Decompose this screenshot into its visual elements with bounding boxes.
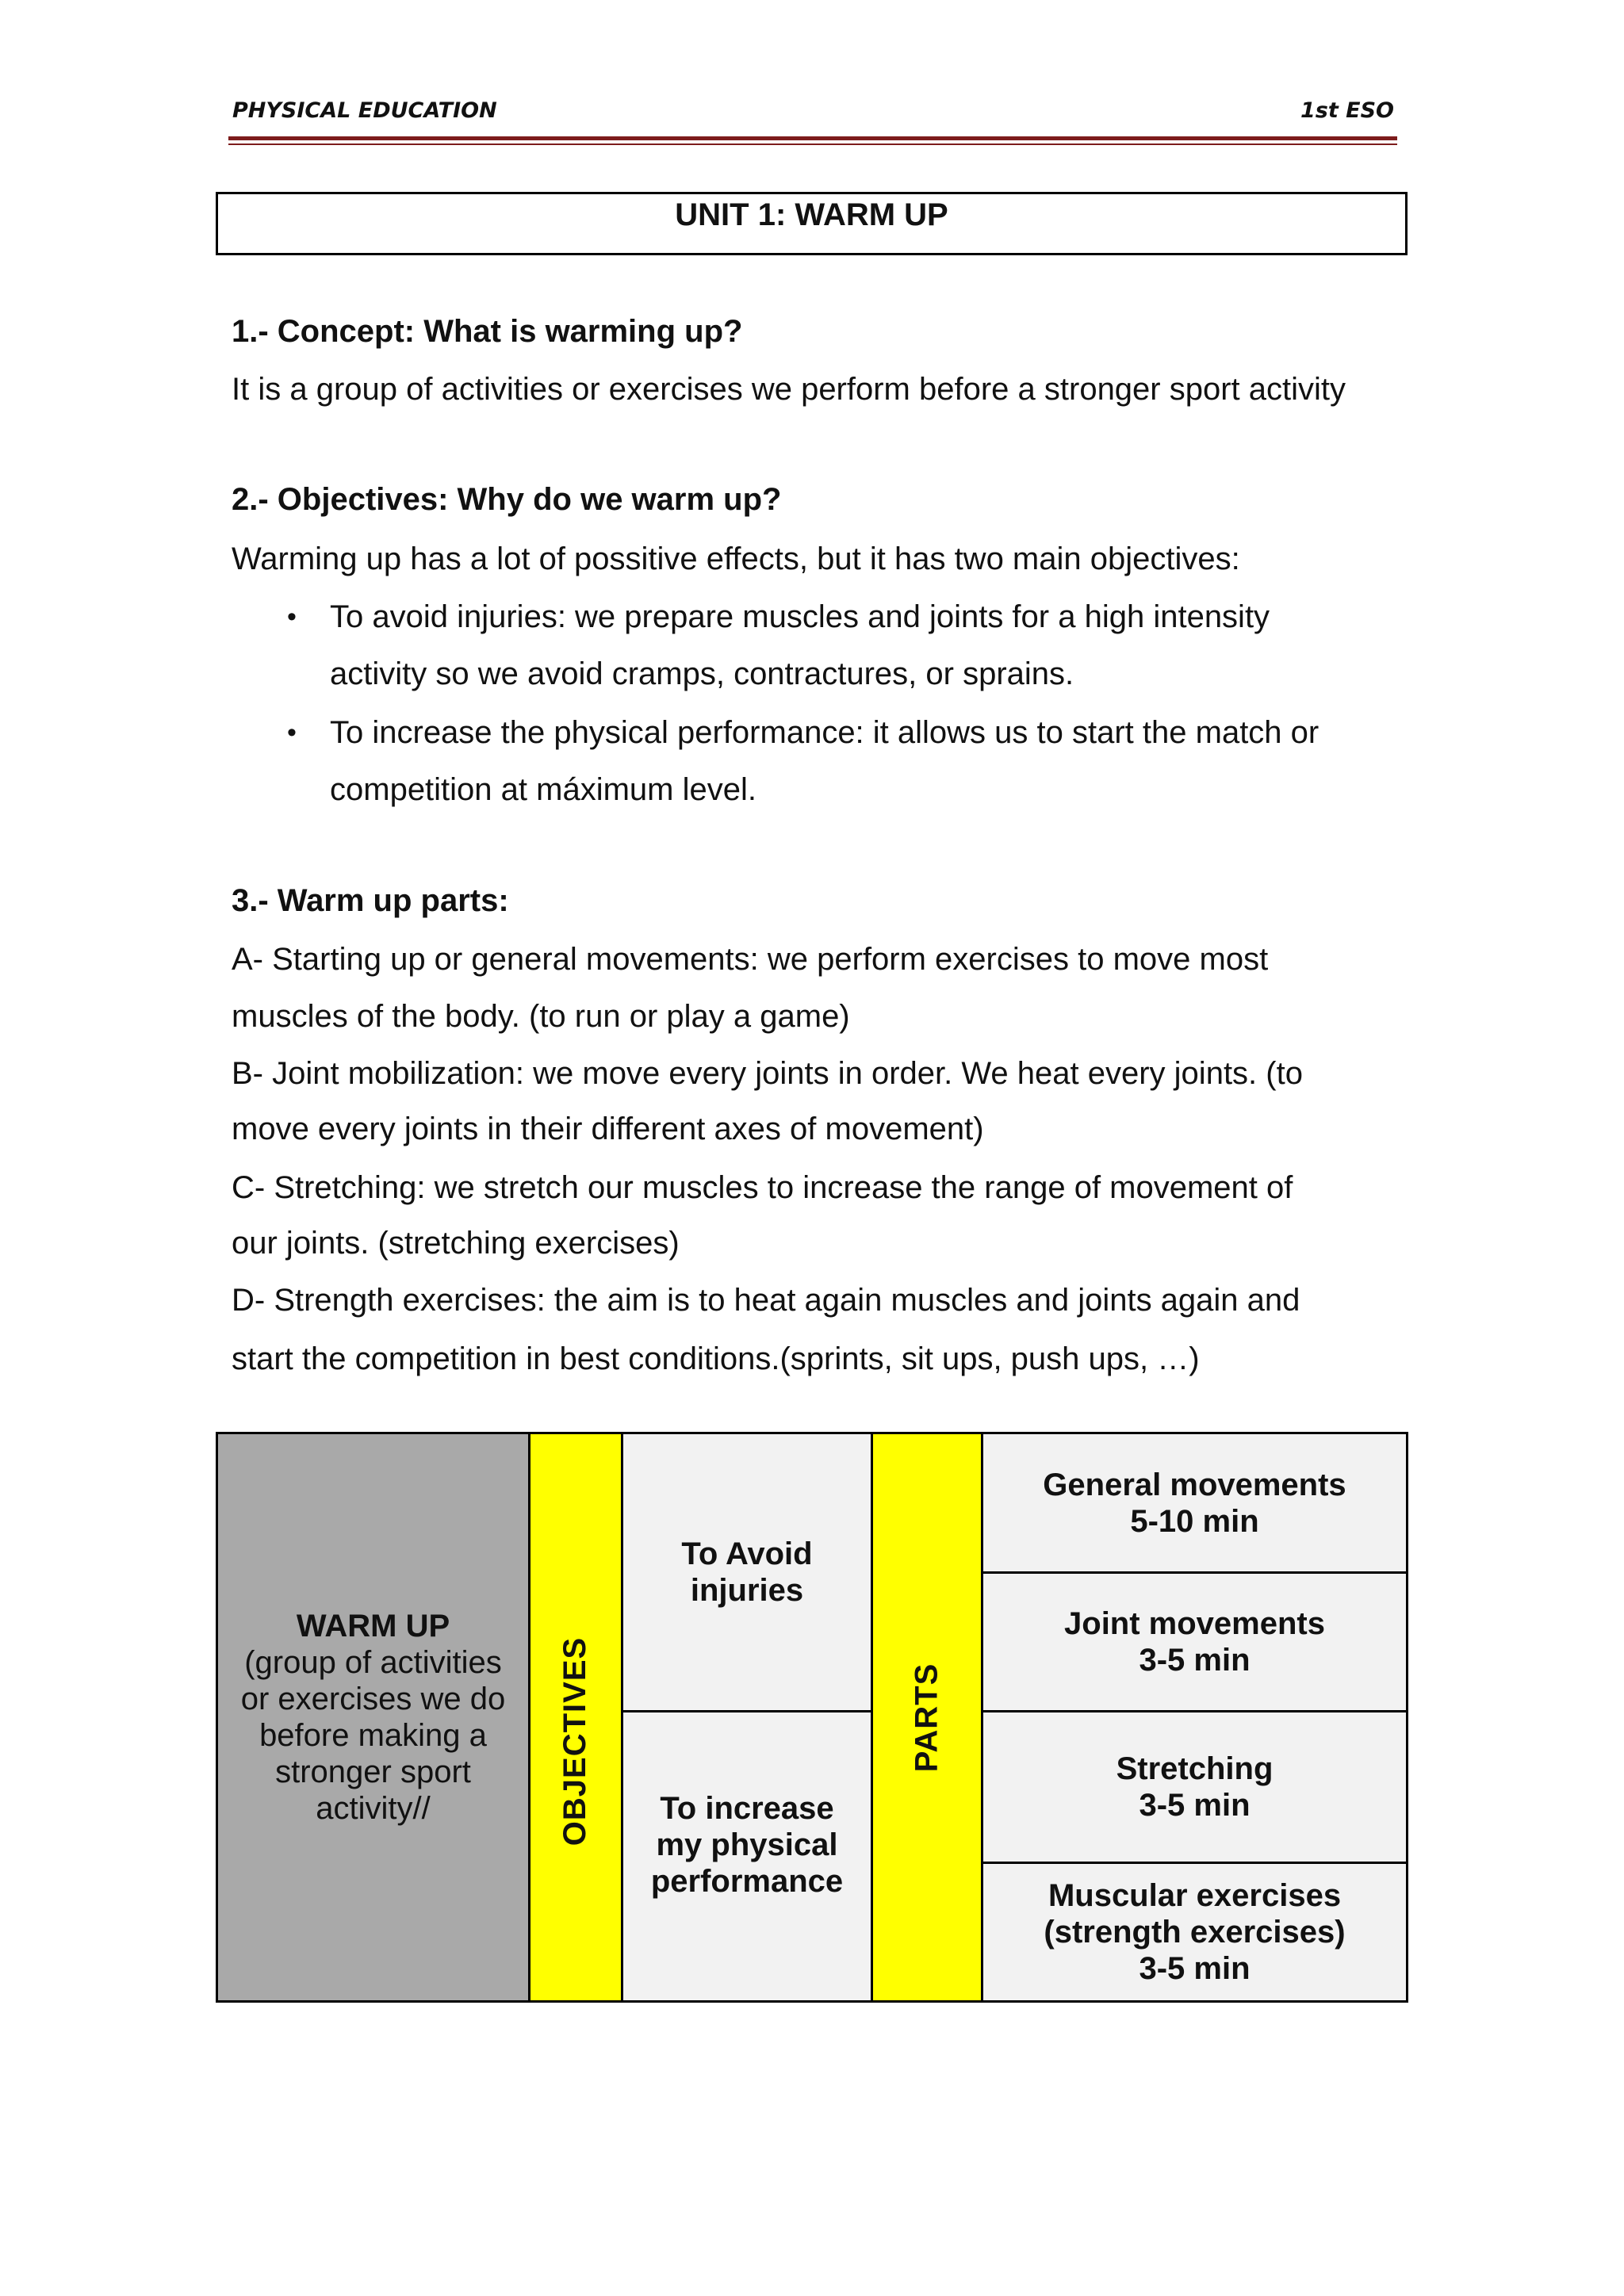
section2-intro: Warming up has a lot of possitive effects, but it has two main objectives: [232,541,1240,576]
objective-cell [621,1432,873,1712]
bullet-icon: • [287,602,297,632]
section3-line: our joints. (stretching exercises) [232,1226,680,1261]
part-line: 5-10 min [1130,1503,1259,1539]
section3-line: muscles of the body. (to run or play a game) [232,999,850,1034]
objective-cell [621,1710,873,2003]
bullet-1-line-1: To avoid injuries: we prepare muscles and joints for a high intensity [330,599,1270,634]
header-rule-thick [228,136,1397,140]
objectives-label-cell [528,1432,623,2003]
section3-line: start the competition in best conditions.(sprints, sit ups, push ups, …) [232,1341,1200,1376]
section3-line: B- Joint mobilization: we move every joints in order. We heat every joints. (to [232,1056,1303,1091]
header-subject: PHYSICAL EDUCATION [232,98,497,123]
warmup-cell [216,1432,530,2003]
header-grade: 1st ESO [1300,98,1394,123]
bullet-1-line-2: activity so we avoid cramps, contractures, or sprains. [330,656,1074,691]
section3-line: A- Starting up or general movements: we perform exercises to move most [232,942,1269,977]
objective-line: To increase [660,1790,834,1826]
part-line: Stretching [1116,1751,1274,1786]
part-cell [981,1710,1408,1864]
warmup-desc-line: or exercises we do [240,1682,506,1716]
objective-line: my physical [656,1827,838,1862]
parts-label-cell [871,1432,983,2003]
part-line: Muscular exercises [1048,1878,1342,1913]
warmup-desc-line: stronger sport [275,1755,471,1789]
section3-line: C- Stretching: we stretch our muscles to increase the range of movement of [232,1170,1293,1205]
objective-line: performance [650,1863,844,1899]
objective-line: injuries [690,1573,804,1608]
warmup-title: WARM UP [296,1609,450,1644]
objectives-label: OBJECTIVES [557,1636,593,1846]
section1-heading: 1.- Concept: What is warming up? [232,314,743,349]
objective-line: To Avoid [681,1536,813,1571]
part-line: (strength exercises) [1044,1915,1346,1950]
warmup-desc-line: (group of activities [244,1645,502,1680]
part-cell [981,1862,1408,2003]
section3-line: move every joints in their different axes of movement) [232,1112,984,1146]
part-cell [981,1432,1408,1574]
part-line: 3-5 min [1139,1643,1251,1678]
part-line: 3-5 min [1139,1788,1251,1823]
section1-text: It is a group of activities or exercises we perform before a stronger sport activity [232,372,1346,407]
section2-heading: 2.- Objectives: Why do we warm up? [232,482,782,517]
part-line: Joint movements [1064,1606,1325,1641]
bullet-icon: • [287,718,297,748]
section3-heading: 3.- Warm up parts: [232,883,509,918]
bullet-2-line-1: To increase the physical performance: it allows us to start the match or [330,715,1320,750]
bullet-2-line-2: competition at máximum level. [330,772,756,807]
header-rule-thin [228,144,1397,145]
warmup-desc-line: before making a [259,1718,487,1753]
part-cell [981,1571,1408,1712]
part-line: General movements [1043,1467,1346,1502]
warmup-desc-line: activity// [316,1791,431,1826]
section3-line: D- Strength exercises: the aim is to heat again muscles and joints again and [232,1283,1300,1318]
parts-label: PARTS [909,1663,944,1772]
unit-title: UNIT 1: WARM UP [216,192,1408,255]
warmup-summary-table [216,1432,1408,2003]
part-line: 3-5 min [1139,1951,1251,1986]
